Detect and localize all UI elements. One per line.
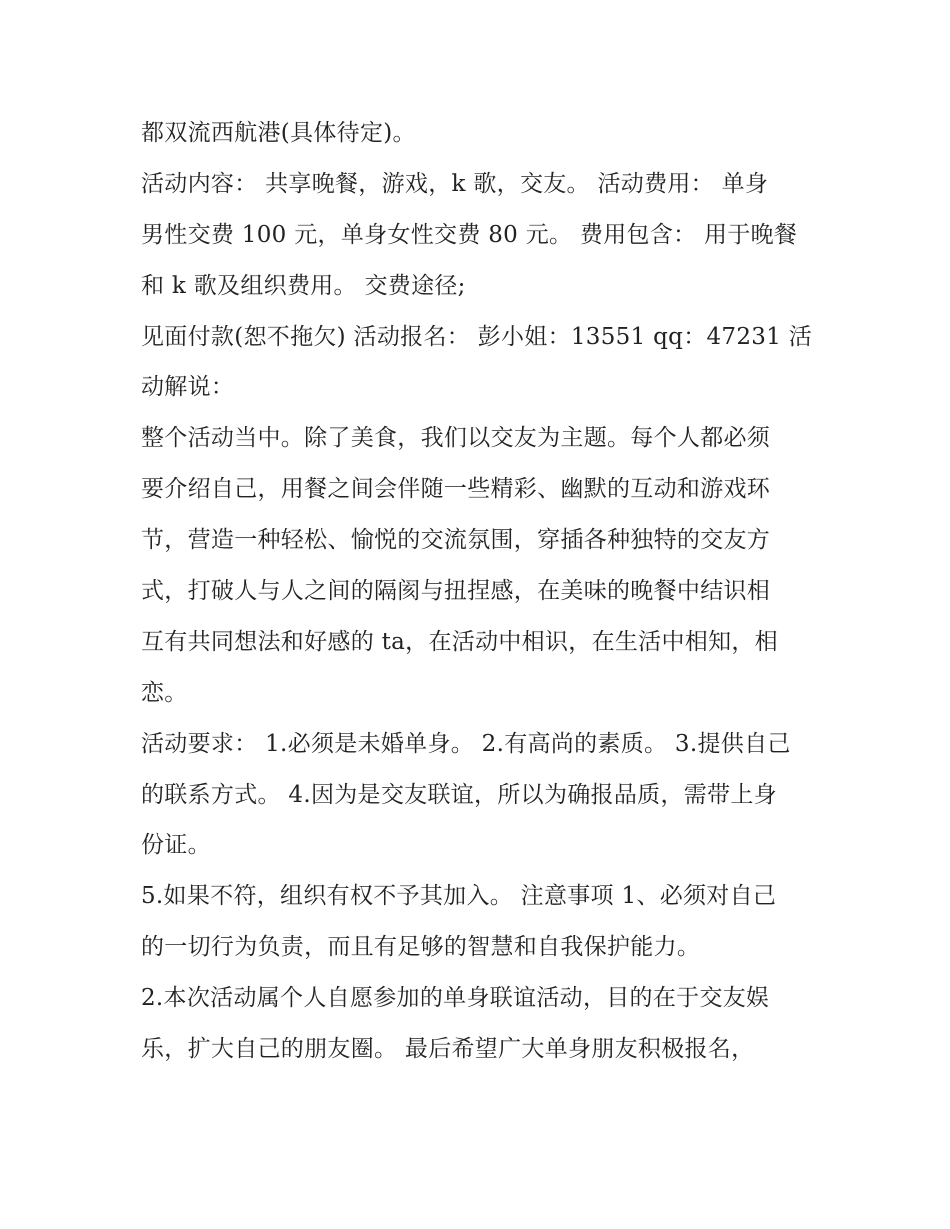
text-line: 活动要求： 1.必须是未婚单身。 2.有高尚的素质。 3.提供自己 [141,730,791,757]
text-line: 式，打破人与人之间的隔阂与扭捏感，在美味的晚餐中结识相 [141,578,771,605]
text-line: 男性交费 100 元，单身女性交费 80 元。 费用包含： 用于晚餐 [141,221,798,248]
text-line: 动解说： [141,374,235,401]
text-line: 恋。 [141,679,188,706]
text-line: 5.如果不符，组织有权不予其加入。 注意事项 1、必须对自己 [141,883,777,910]
text-line: 互有共同想法和好感的 ta，在活动中相识，在生活中相知，相 [141,628,778,655]
text-line: 乐，扩大自己的朋友圈。 最后希望广大单身朋友积极报名， [141,1036,755,1063]
text-line: 的一切行为负责，而且有足够的智慧和自我保护能力。 [141,934,701,961]
text-line: 要介绍自己，用餐之间会伴随一些精彩、幽默的互动和游戏环 [141,476,771,503]
text-line: 活动内容： 共享晚餐，游戏，k 歌，交友。 活动费用： 单身 [141,170,769,197]
text-line: 都双流西航港(具体待定)。 [141,120,416,146]
text-line: 整个活动当中。除了美食，我们以交友为主题。每个人都必须 [141,425,771,452]
text-line: 的联系方式。 4.因为是交友联谊，所以为确报品质，需带上身 [141,781,777,808]
text-line: 和 k 歌及组织费用。 交费途径; [141,272,466,299]
text-line: 份证。 [141,832,211,859]
text-line: 2.本次活动属个人自愿参加的单身联谊活动，目的在于交友娱 [141,985,770,1012]
document-body [141,108,821,1075]
text-line: 节，营造一种轻松、愉悦的交流氛围，穿插各种独特的交友方 [141,527,771,554]
text-line: 见面付款(恕不拖欠) 活动报名： 彭小姐：13551 qq：47231 活 [141,323,813,350]
